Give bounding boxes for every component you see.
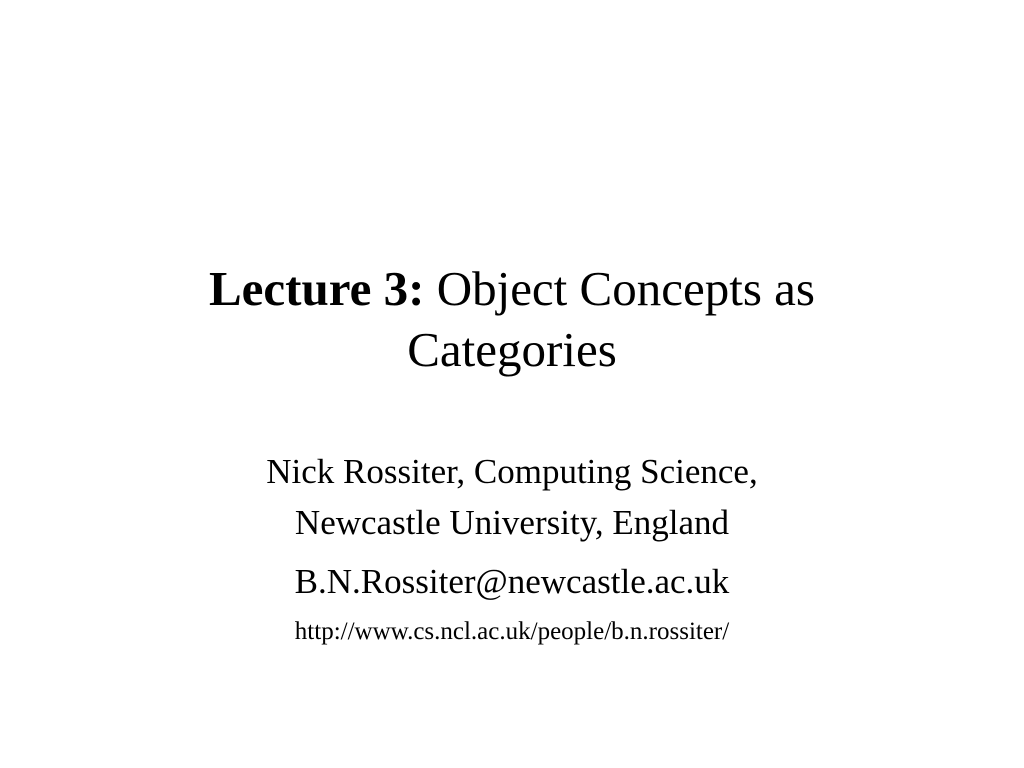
author-affiliation-line1: Nick Rossiter, Computing Science, bbox=[266, 452, 758, 491]
slide-subtitle bbox=[0, 446, 1024, 648]
title-lecture-number: Lecture 3: bbox=[209, 261, 425, 316]
slide-title bbox=[0, 258, 1024, 380]
author-email: B.N.Rossiter@newcastle.ac.uk bbox=[294, 562, 730, 601]
title-text-line2: Categories bbox=[407, 322, 617, 377]
author-affiliation-line2: Newcastle University, England bbox=[294, 503, 730, 542]
title-text-line1: Object Concepts as bbox=[424, 261, 815, 316]
author-homepage-url: http://www.cs.ncl.ac.uk/people/b.n.rossiter/ bbox=[294, 618, 730, 645]
